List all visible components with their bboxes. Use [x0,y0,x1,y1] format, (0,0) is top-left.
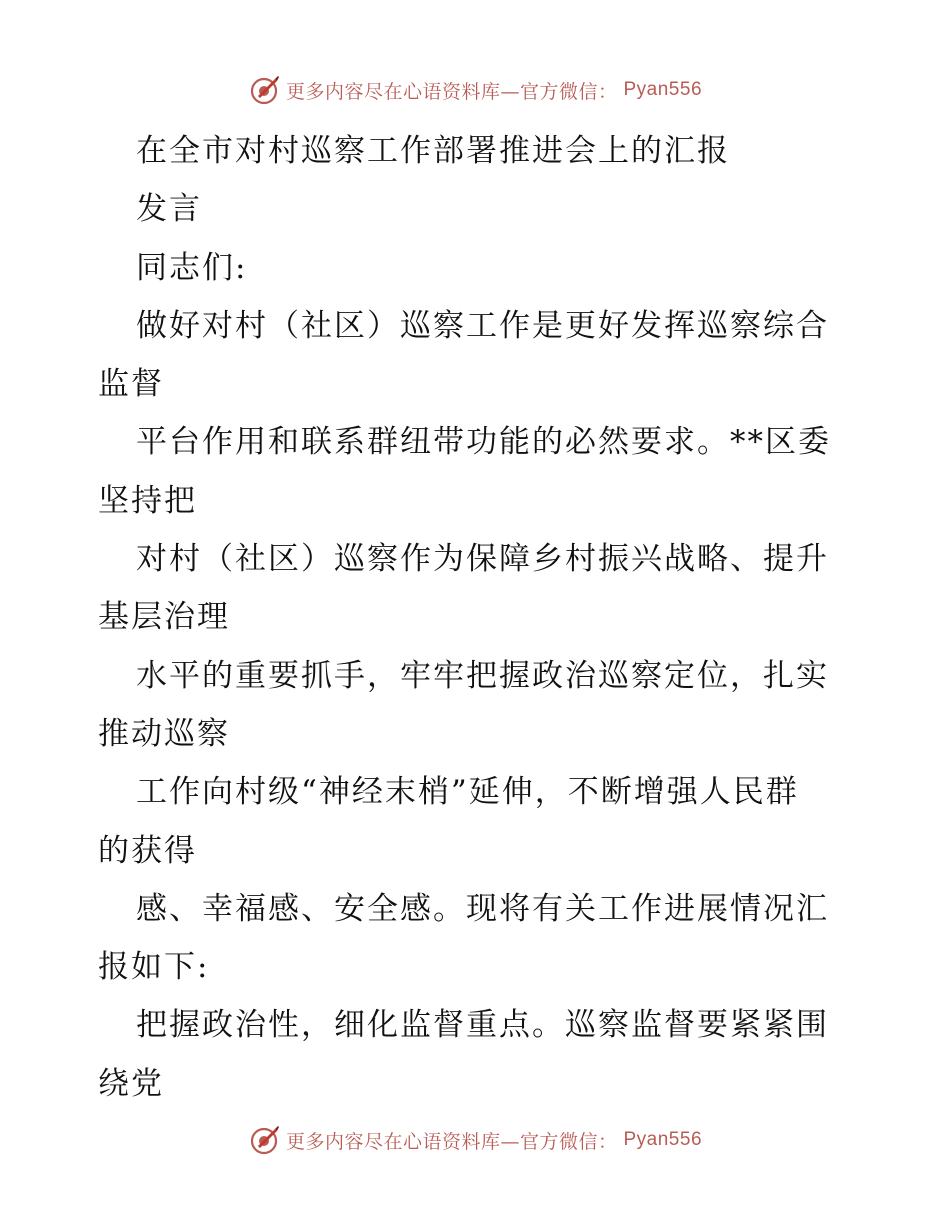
document-line: 平台作用和联系群纽带功能的必然要求。**区委 [136,424,831,461]
footer-banner-content [248,1124,702,1156]
document-line: 感、幸福感、安全感。现将有关工作进展情况汇 [136,890,829,927]
footer-banner-text: 更多内容尽在心语资料库—官方微信： [285,1130,618,1153]
document-line: 工作向村级“神经末梢”延伸，不断增强人民群 [136,774,799,811]
document-line: 的获得 [98,832,197,869]
header-watermark-banner [0,70,950,110]
document-line: 推动巡察 [98,715,230,752]
pen-logo-icon [248,1124,280,1156]
document-line: 把握政治性，细化监督重点。巡察监督要紧紧围 [136,1007,829,1044]
header-banner-wechat-id: Pyan556 [623,79,703,100]
document-line: 绕党 [98,1065,164,1102]
document-line: 在全市对村巡察工作部署推进会上的汇报 [136,133,730,169]
document-line: 对村（社区）巡察作为保障乡村振兴战略、提升 [136,541,829,578]
pen-logo-icon [248,74,280,106]
document-line: 做好对村（社区）巡察工作是更好发挥巡察综合 [136,307,829,344]
footer-banner-wechat-id: Pyan556 [623,1129,703,1150]
document-body [98,122,858,1113]
document-line: 监督 [98,366,164,403]
document-line: 同志们: [136,249,248,286]
document-line: 基层治理 [98,599,230,636]
document-line: 报如下: [98,949,210,986]
header-banner-text: 更多内容尽在心语资料库—官方微信： [285,80,618,103]
header-banner-content [248,74,702,106]
document-line: 发言 [136,191,202,228]
document-line: 水平的重要抓手，牢牢把握政治巡察定位，扎实 [136,657,829,694]
document-line: 坚持把 [98,482,197,519]
footer-watermark-banner [0,1120,950,1160]
